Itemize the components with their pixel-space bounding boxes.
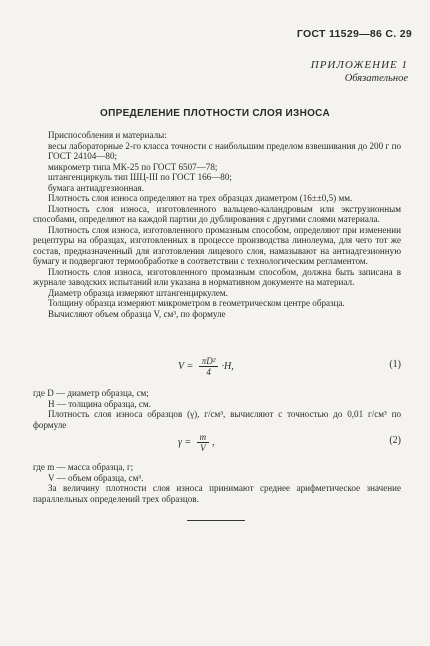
where-mass: где m — масса образца, г; — [33, 462, 134, 472]
formula2-lhs: γ — [178, 436, 182, 448]
where-volume: V — объем образца, см³. — [48, 472, 144, 483]
formula1-lhs: V — [178, 360, 185, 372]
section-title: ОПРЕДЕЛЕНИЕ ПЛОТНОСТИ СЛОЯ ИЗНОСА — [100, 108, 330, 119]
formula1-number: (1) — [389, 359, 401, 370]
formula1-fraction — [199, 356, 219, 377]
appendix-label — [311, 58, 408, 86]
formula-volume: V = $\frac{\text{πD²}}{4}$ ·H, (1) — [178, 355, 401, 377]
paragraph-result: За величину плотности слоя износа принимают среднее арифметическое значение параллельных определений трех образцов. — [33, 483, 401, 504]
paragraph-journal: Плотность слоя износа, изготовленного промазным способом, должна быть записана в журнале заводских испытаний или указана в нормативном документе на материал. — [33, 266, 401, 287]
formula2-numerator: m — [197, 432, 210, 443]
paragraph-caliper: штангенциркуль тип ШЦ-III по ГОСТ 166—80; — [48, 172, 232, 182]
formula-density: γ = $\frac{m}{V}$ , (2) — [178, 431, 401, 453]
formula2-denominator: V — [200, 442, 206, 453]
end-divider — [187, 520, 245, 521]
formula1-denominator: 4 — [206, 366, 211, 377]
where-diameter: где D — диаметр образца, см; — [33, 388, 149, 398]
formula1-rhs: ·H, — [221, 360, 234, 372]
paragraph-diameter: Диаметр образца измеряют штангенциркулем. — [48, 287, 228, 298]
paragraph-paper: бумага антиадгезионная. — [48, 182, 144, 193]
where-thickness: H — толщина образца, см. — [48, 398, 151, 409]
formula2-fraction — [197, 432, 210, 453]
page-header: ГОСТ 11529—86 С. 29 — [296, 28, 412, 40]
paragraph-thickness: Толщину образца измеряют микрометром в геометрическом центре образца. — [48, 298, 345, 308]
paragraph-scales: весы лабораторные 2-го класса точности с наибольшим пределом взвешивания до 200 г по ГОСТ 24104—80; — [48, 140, 401, 161]
body-text-where2 — [33, 462, 401, 504]
paragraph-samples: Плотность слоя износа определяют на трех образцах диаметром (16±±0,5) мм. — [48, 193, 353, 203]
appendix-subtitle: Обязательное — [344, 73, 408, 84]
formula1-numerator: πD² — [199, 356, 219, 367]
paragraph-coating: Плотность слоя износа, изготовленного промазным способом, определяют при изменении рецептуры на образцах, изготовленных в процессе производства линолеума, для чего тот же состав, предназначенный для изготовления лицевого слоя, намазывают на антиадгезионную бумагу и подвергают термообработке в соответствии с технологическим регламентом. — [33, 224, 401, 266]
paragraph-calender: Плотность слоя износа, изготовленного вальцево-каландровым или экструзионным способами, определяют на каждой партии до дублирования с другими слоями материала. — [33, 203, 401, 224]
body-text-main — [33, 130, 401, 319]
paragraph-equipment: Приспособления и материалы: — [48, 130, 167, 140]
formula2-number: (2) — [389, 435, 401, 446]
paragraph-volume: Вычисляют объем образца V, см³, по формуле — [48, 308, 226, 319]
paragraph-density: Плотность слоя износа образцов (γ), г/см³, вычисляют с точностью до 0,01 г/см³ по формуле — [33, 409, 401, 430]
paragraph-micrometer: микрометр типа МК-25 по ГОСТ 6507—78; — [48, 161, 218, 172]
formula2-rhs: , — [212, 436, 215, 448]
body-text-where1 — [33, 388, 401, 430]
appendix-title: ПРИЛОЖЕНИЕ 1 — [310, 59, 408, 71]
